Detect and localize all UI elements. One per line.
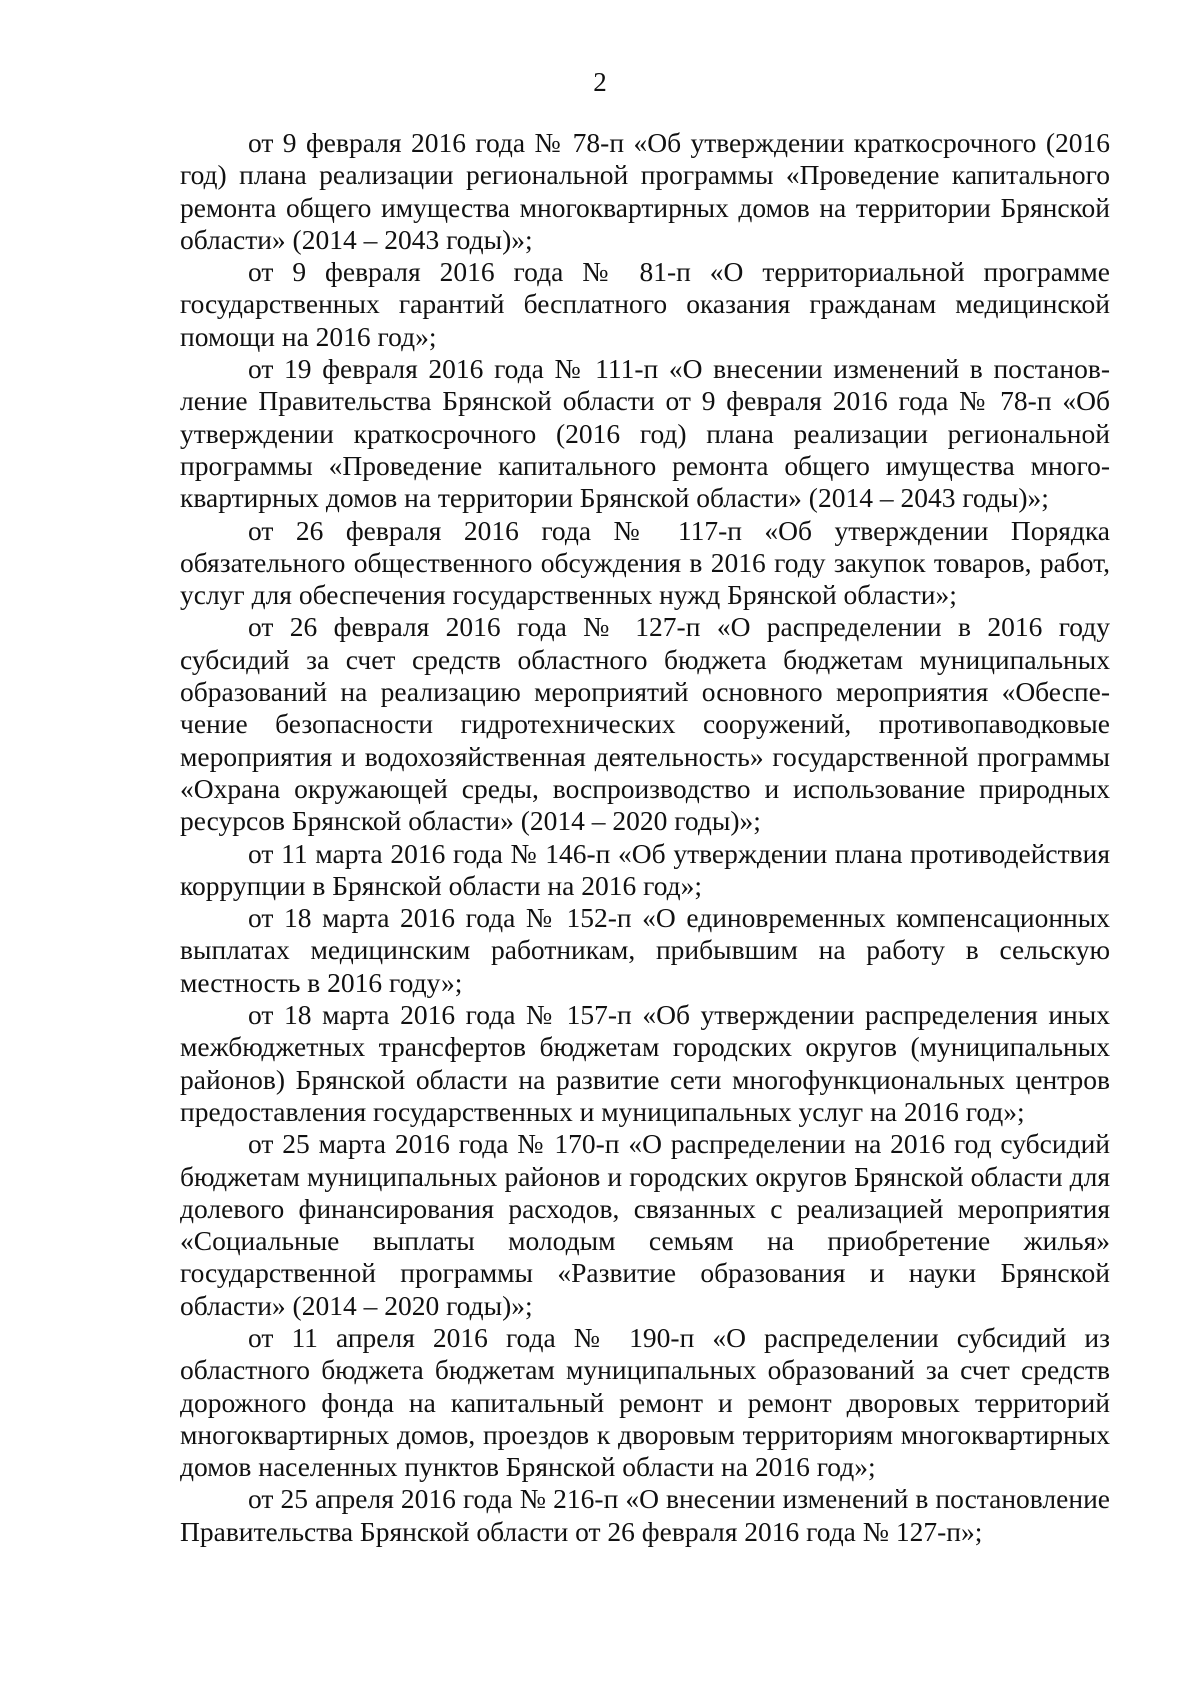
paragraph-decree-216: от 25 апреля 2016 года № 216-п «О внесении изменений в постановление Правительства Брянской области от 26 февраля 2016 года № 127-п»; (180, 1483, 1110, 1547)
paragraph-decree-127: от 26 февраля 2016 года № 127-п «О распределении в 2016 году субсидий за счет средств областного бюджета бюджетам муниципальных образований на реализацию мероприятий основного мероприятия «Обеспечение безопасности гидротехнических сооружений, противопаводковые мероприятия и водохозяйственная деятельность» государственной программы «Охрана окружающей среды, воспроизводство и использование природных ресурсов Брянской области» (2014 – 2020 годы)»; (180, 611, 1110, 837)
paragraph-decree-170: от 25 марта 2016 года № 170-п «О распределении на 2016 год субсидий бюджетам муниципальных районов и городских округов Брянской области для долевого финансирования расходов, связанных с реализацией мероприятия «Социальные выплаты молодым семьям на приобретение жилья» государственной программы «Развитие образования и науки Брянской области» (2014 – 2020 годы)»; (180, 1128, 1110, 1321)
paragraph-decree-152: от 18 марта 2016 года № 152-п «О единовременных компенсационных выплатах медицинским работникам, прибывшим на работу в сельскую местность в 2016 году»; (180, 902, 1110, 998)
paragraph-decree-111: от 19 февраля 2016 года № 111-п «О внесении изменений в постановление Правительства Брянской области от 9 февраля 2016 года № 78-п «Об утверждении краткосрочного (2016 год) плана реализации региональной программы «Проведение капитального ремонта общего имущества многоквартирных домов на территории Брянской области» (2014 – 2043 годы)»; (180, 353, 1110, 514)
paragraph-decree-157: от 18 марта 2016 года № 157-п «Об утверждении распределения иных межбюджетных трансфертов бюджетам городских округов (муниципальных районов) Брянской области на развитие сети многофункциональных центров предоставления государственных и муниципальных услуг на 2016 год»; (180, 999, 1110, 1127)
paragraph-decree-78: от 9 февраля 2016 года № 78-п «Об утверждении краткосрочного (2016 год) плана реализации региональной программы «Проведение капитального ремонта общего имущества многоквартирных домов на территории Брянской области» (2014 – 2043 годы)»; (180, 127, 1110, 255)
paragraph-decree-117: от 26 февраля 2016 года № 117-п «Об утверждении Порядка обязательного общественного обсуждения в 2016 году закупок товаров, работ, услуг для обеспечения государственных нужд Брянской области»; (180, 514, 1110, 611)
paragraph-decree-190: от 11 апреля 2016 года № 190-п «О распределении субсидий из областного бюджета бюджетам муниципальных образований за счет средств дорожного фонда на капитальный ремонт и ремонт дворовых территорий многоквартирных домов, проездов к дворовым территориям многоквартирных домов населенных пунктов Брянской области на 2016 год»; (180, 1321, 1110, 1483)
paragraph-decree-81: от 9 февраля 2016 года № 81-п «О территориальной программе государственных гарантий бесплатного оказания гражданам медицинской помощи на 2016 год»; (180, 256, 1110, 352)
page-number: 2 (593, 67, 607, 97)
document-body (180, 127, 1110, 1548)
paragraph-decree-146: от 11 марта 2016 года № 146-п «Об утверждении плана противодействия коррупции в Брянской области на 2016 год»; (180, 837, 1110, 901)
